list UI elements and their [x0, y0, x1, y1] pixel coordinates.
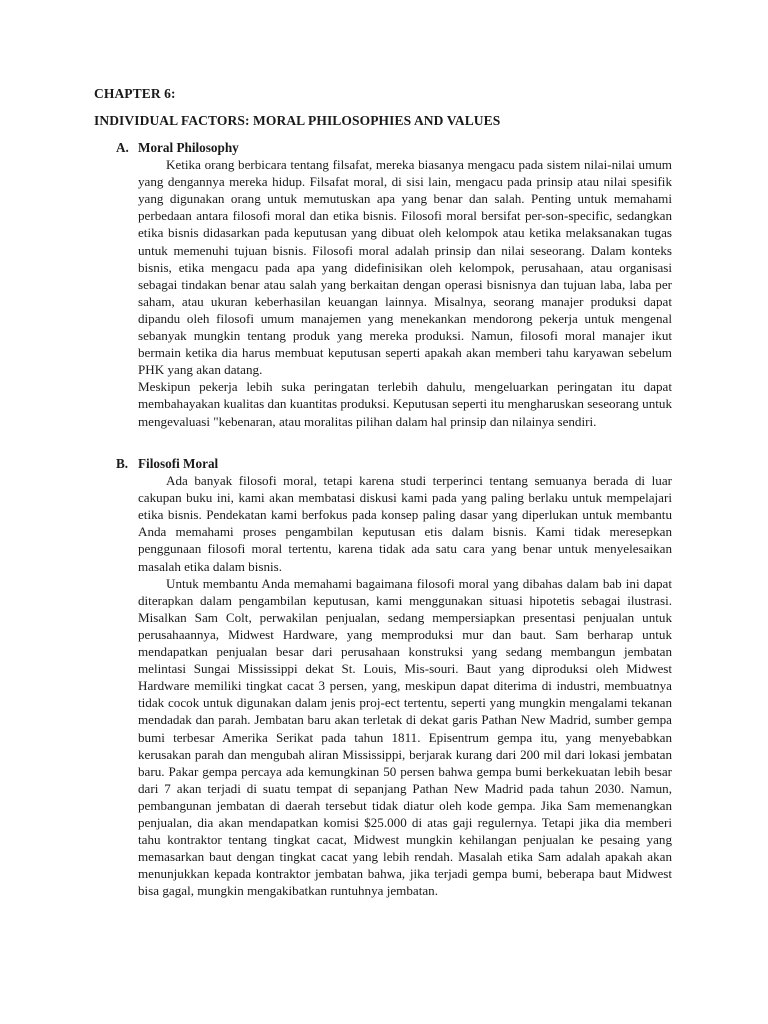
- section-title: Moral Philosophy: [138, 140, 239, 155]
- paragraph: Ketika orang berbicara tentang filsafat, mereka biasanya mengacu pada sistem nilai-nilai umum yang dengannya mereka hidup. Filsafat moral, di sisi lain, mengacu pada prinsip atau nilai spesifik yang digunakan orang untuk memutuskan apa yang benar dan salah. Penting untuk memahami perbedaan antara filosofi moral dan etika bisnis. Filosofi moral bersifat per-son-specific, sedangkan etika bisnis didasarkan pada keputusan yang dibuat oleh kelompok atau ketika melaksanakan tugas untuk memenuhi tujuan bisnis. Filosofi moral adalah prinsip dan nilai seseorang. Dalam konteks bisnis, etika mengacu pada apa yang didefinisikan oleh kelompok, perusahaan, atau organisasi sebagai tindakan benar atau salah yang berkaitan dengan operasi bisnisnya dan tujuan laba, laba per saham, atau ukuran keberhasilan keuangan lainnya. Misalnya, seorang manajer produksi dapat dipandu oleh filosofi umum manajemen yang menekankan mendorong pekerja untuk mengenal sebanyak mungkin tentang produk yang mereka produksi. Namun, filosofi moral manajer ikut bermain ketika dia harus membuat keputusan seperti apakah akan memberi tahu karyawan sebelum PHK yang akan datang.: [138, 157, 672, 378]
- section-letter: A.: [116, 140, 129, 155]
- section-moral-philosophy: [0, 139, 768, 430]
- paragraph: Ada banyak filosofi moral, tetapi karena studi terperinci tentang semuanya berada di luar cakupan buku ini, kami akan membatasi diskusi kami pada yang paling berlaku untuk mempelajari etika bisnis. Pendekatan kami berfokus pada konsep paling dasar yang diperlukan untuk membantu Anda memahami proses pengambilan keputusan etis dalam bisnis. Kami tidak meresepkan penggunaan filosofi moral tertentu, karena tidak ada satu cara yang benar untuk menyelesaikan masalah etika dalam bisnis.: [138, 473, 672, 574]
- paragraph: Untuk membantu Anda memahami bagaimana filosofi moral yang dibahas dalam bab ini dapat diterapkan dalam pengambilan keputusan, kami menggunakan situasi hipotetis sebagai ilustrasi. Misalkan Sam Colt, perwakilan penjualan, sedang mempersiapkan presentasi penjualan untuk perusahaannya, Midwest Hardware, yang memproduksi mur dan baut. Sam berharap untuk mendapatkan penjualan besar dari perusahaan konstruksi yang sedang membangun jembatan melintasi Sungai Mississippi dekat St. Louis, Mis-souri. Baut yang diproduksi oleh Midwest Hardware memiliki tingkat cacat 3 persen, yang, meskipun dapat diterima di industri, membuatnya tidak cocok untuk digunakan dalam jenis proj-ect tertentu, seperti yang mungkin mengalami tekanan mendadak dan parah. Jembatan baru akan terletak di dekat garis Pathan New Madrid, sumber gempa bumi terbesar Amerika Serikat pada tahun 1811. Episentrum gempa itu, yang menyebabkan kerusakan parah dan mengubah aliran Mississippi, berjarak kurang dari 200 mil dari lokasi jembatan baru. Pakar gempa percaya ada kemungkinan 50 persen bahwa gempa bumi berkekuatan lebih besar dari 7 akan terjadi di suatu tempat di sepanjang Pathan New Madrid pada tahun 2030. Namun, pembangunan jembatan di daerah tersebut tidak diatur oleh kode gempa. Jika Sam memenangkan penjualan, dia akan mendapatkan komisi $25.000 di atas gaji regulernya. Tetapi jika dia memberi tahu kontraktor tentang tingkat cacat, Midwest mungkin kehilangan penjualan ke pesaing yang memasarkan baut dengan tingkat cacat yang lebih rendah. Masalah etika Sam adalah apakah akan menunjukkan kepada kontraktor jembatan bahwa, jika terjadi gempa bumi, beberapa baut Midwest bisa gagal, mungkin mengakibatkan runtuhnya jembatan.: [138, 575, 672, 899]
- section-letter: B.: [116, 456, 129, 471]
- section-heading: [0, 139, 768, 156]
- section-heading: [0, 455, 768, 472]
- section-title: Filosofi Moral: [138, 456, 219, 471]
- chapter-label: CHAPTER 6:: [94, 86, 176, 101]
- paragraph: Meskipun pekerja lebih suka peringatan terlebih dahulu, mengeluarkan peringatan itu dapat membahayakan kualitas dan kuantitas produksi. Keputusan seperti itu mengharuskan seseorang untuk mengevaluasi "kebenaran, atau moralitas pilihan dalam hal prinsip dan nilainya sendiri.: [138, 379, 672, 429]
- section-filosofi-moral: [0, 455, 768, 899]
- chapter-title: INDIVIDUAL FACTORS: MORAL PHILOSOPHIES AND VALUES: [94, 113, 501, 128]
